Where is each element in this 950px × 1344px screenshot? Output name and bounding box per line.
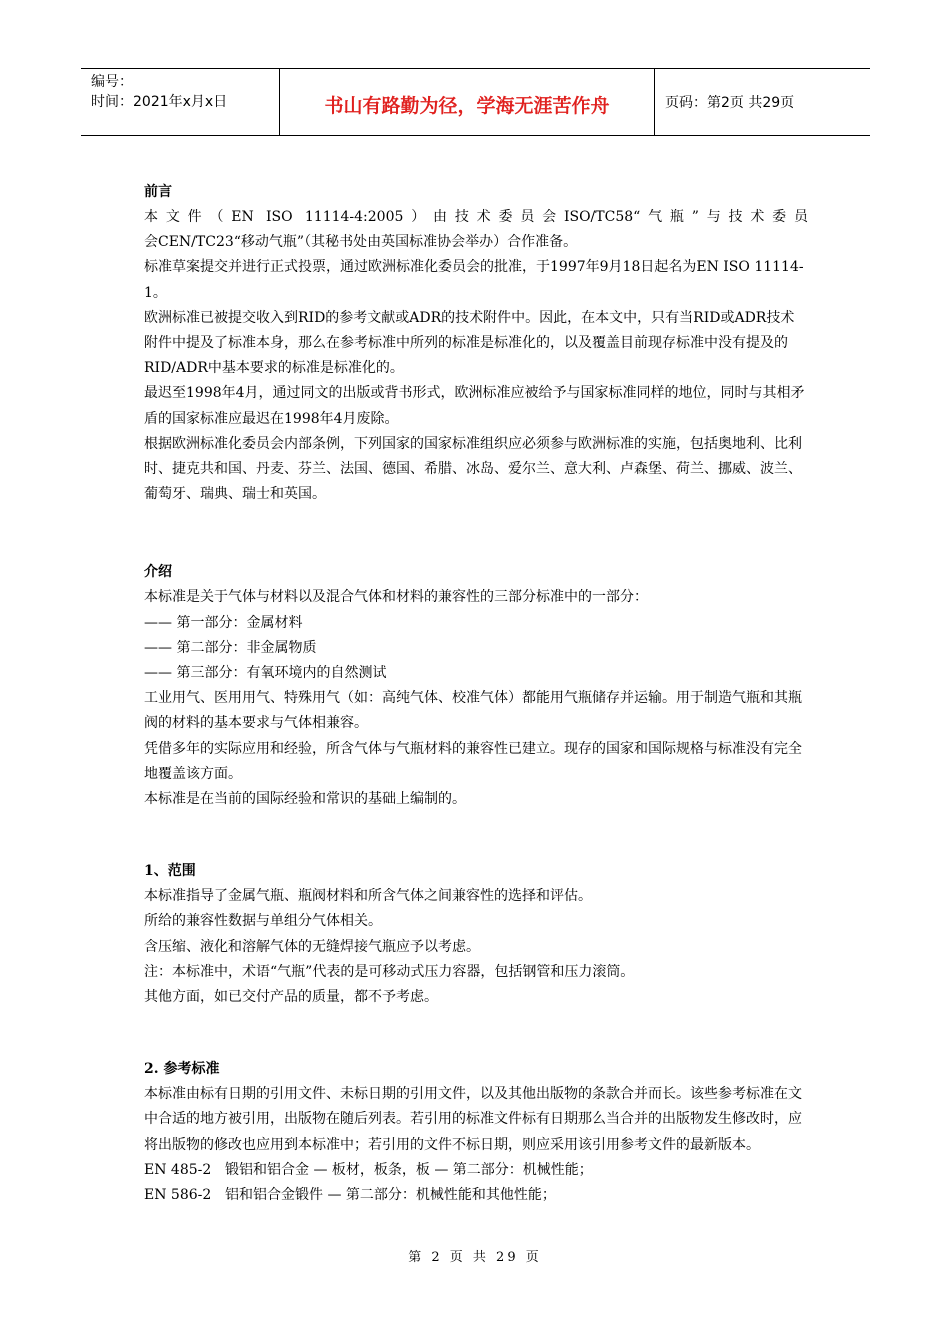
references-section: [144, 1057, 808, 1208]
reference-item: [144, 1158, 808, 1183]
preface-paragraph: 会CEN/TC23“移动气瓶”（其秘书处由英国标准协会举办）合作准备。: [144, 234, 578, 251]
reference-text: 铝和铝合金锻件 — 第二部分：机械性能和其他性能；: [225, 1187, 556, 1204]
preface-title: 前言: [144, 184, 172, 200]
preface-line-1: 本文件（EN ISO 11114-4:2005）由技术委员会ISO/TC58“气瓶”与技术委员: [144, 209, 808, 225]
scope-paragraph: 其他方面，如已交付产品的质量，都不予考虑。: [144, 989, 438, 1006]
references-title: 2. 参考标准: [144, 1061, 220, 1078]
scope-section: [144, 859, 808, 1010]
intro-list-item: —— 第一部分：金属材料: [144, 614, 303, 631]
preface-paragraph: 根据欧洲标准化委员会内部条例，下列国家的国家标准组织应必须参与欧洲标准的实施，包括奥地利、比利时、捷克共和国、丹麦、芬兰、法国、德国、希腊、冰岛、爱尔兰、意大利、卢森堡、荷兰、挪威、波兰、葡萄牙、瑞典、瑞士和英国。: [144, 435, 802, 503]
intro-list-item: —— 第三部分：有氧环境内的自然测试: [144, 665, 387, 682]
scope-paragraph: 含压缩、液化和溶解气体的无缝焊接气瓶应予以考虑。: [144, 938, 480, 955]
intro-paragraph: 本标准是关于气体与材料以及混合气体和材料的兼容性的三部分标准中的一部分：: [144, 589, 648, 606]
references-paragraph: 本标准由标有日期的引用文件、未标日期的引用文件，以及其他出版物的条款合并而长。该些参考标准在文中合适的地方被引用，出版物在随后列表。若引用的标准文件标有日期那么当合并的出版物发生修改时，应将出版物的修改也应用到本标准中；若引用的文件不标日期，则应采用该引用参考文件的最新版本。: [144, 1086, 802, 1153]
document-number-label: 编号：: [91, 74, 133, 90]
intro-paragraph: 工业用气、医用用气、特殊用气（如：高纯气体、校准气体）都能用气瓶储存并运输。用于制造气瓶和其瓶阀的材料的基本要求与气体相兼容。: [144, 690, 802, 732]
intro-section: [144, 560, 808, 812]
intro-paragraph: 凭借多年的实际应用和经验，所含气体与气瓶材料的兼容性已建立。现存的国家和国际规格与标准没有完全地覆盖该方面。: [144, 740, 802, 782]
intro-paragraph: 本标准是在当前的国际经验和常识的基础上编制的。: [144, 791, 466, 808]
preface-paragraph: 欧洲标准已被提交收入到RID的参考文献或ADR的技术附件中。因此，在本文中，只有当RID或ADR技术附件中提及了标准本身，那么在参考标准中所列的标准是标准化的，以及覆盖目前现存标准中没有提及的RID/ADR中基本要求的标准是标准化的。: [144, 309, 795, 377]
header-meta: [81, 69, 280, 135]
scope-paragraph: 所给的兼容性数据与单组分气体相关。: [144, 913, 382, 930]
reference-text: 锻铝和铝合金 — 板材，板条，板 — 第二部分：机械性能；: [225, 1161, 593, 1178]
page-footer: 第 2 页 共 29 页: [408, 1250, 542, 1265]
reference-code: EN 586-2: [144, 1187, 212, 1204]
document-body: [144, 180, 808, 1208]
intro-list-item: —— 第二部分：非金属物质: [144, 639, 317, 656]
scope-title: 1、范围: [144, 863, 196, 880]
scope-paragraph: 本标准指导了金属气瓶、瓶阀材料和所含气体之间兼容性的选择和评估。: [144, 888, 592, 905]
reference-code: EN 485-2: [144, 1161, 212, 1178]
header-motto: 书山有路勤为径，学海无涯苦作舟: [280, 69, 655, 135]
header-page-info: 页码：第2页 共29页: [665, 95, 795, 111]
scope-note: 注：本标准中，术语“气瓶”代表的是可移动式压力容器，包括钢管和压力滚筒。: [144, 963, 635, 980]
page-header: [81, 68, 870, 136]
preface-paragraph: 最迟至1998年4月，通过同文的出版或背书形式，欧洲标准应被给予与国家标准同样的地位，同时与其相矛盾的国家标准应最迟在1998年4月废除。: [144, 385, 805, 427]
document-time-label: 时间：2021年x月x日: [91, 94, 228, 110]
preface-section: [144, 180, 808, 507]
reference-item: [144, 1183, 808, 1208]
preface-paragraph: 标准草案提交并进行正式投票，通过欧洲标准化委员会的批准，于1997年9月18日起名为EN ISO 11114-1。: [144, 259, 804, 301]
intro-title: 介绍: [144, 564, 172, 581]
